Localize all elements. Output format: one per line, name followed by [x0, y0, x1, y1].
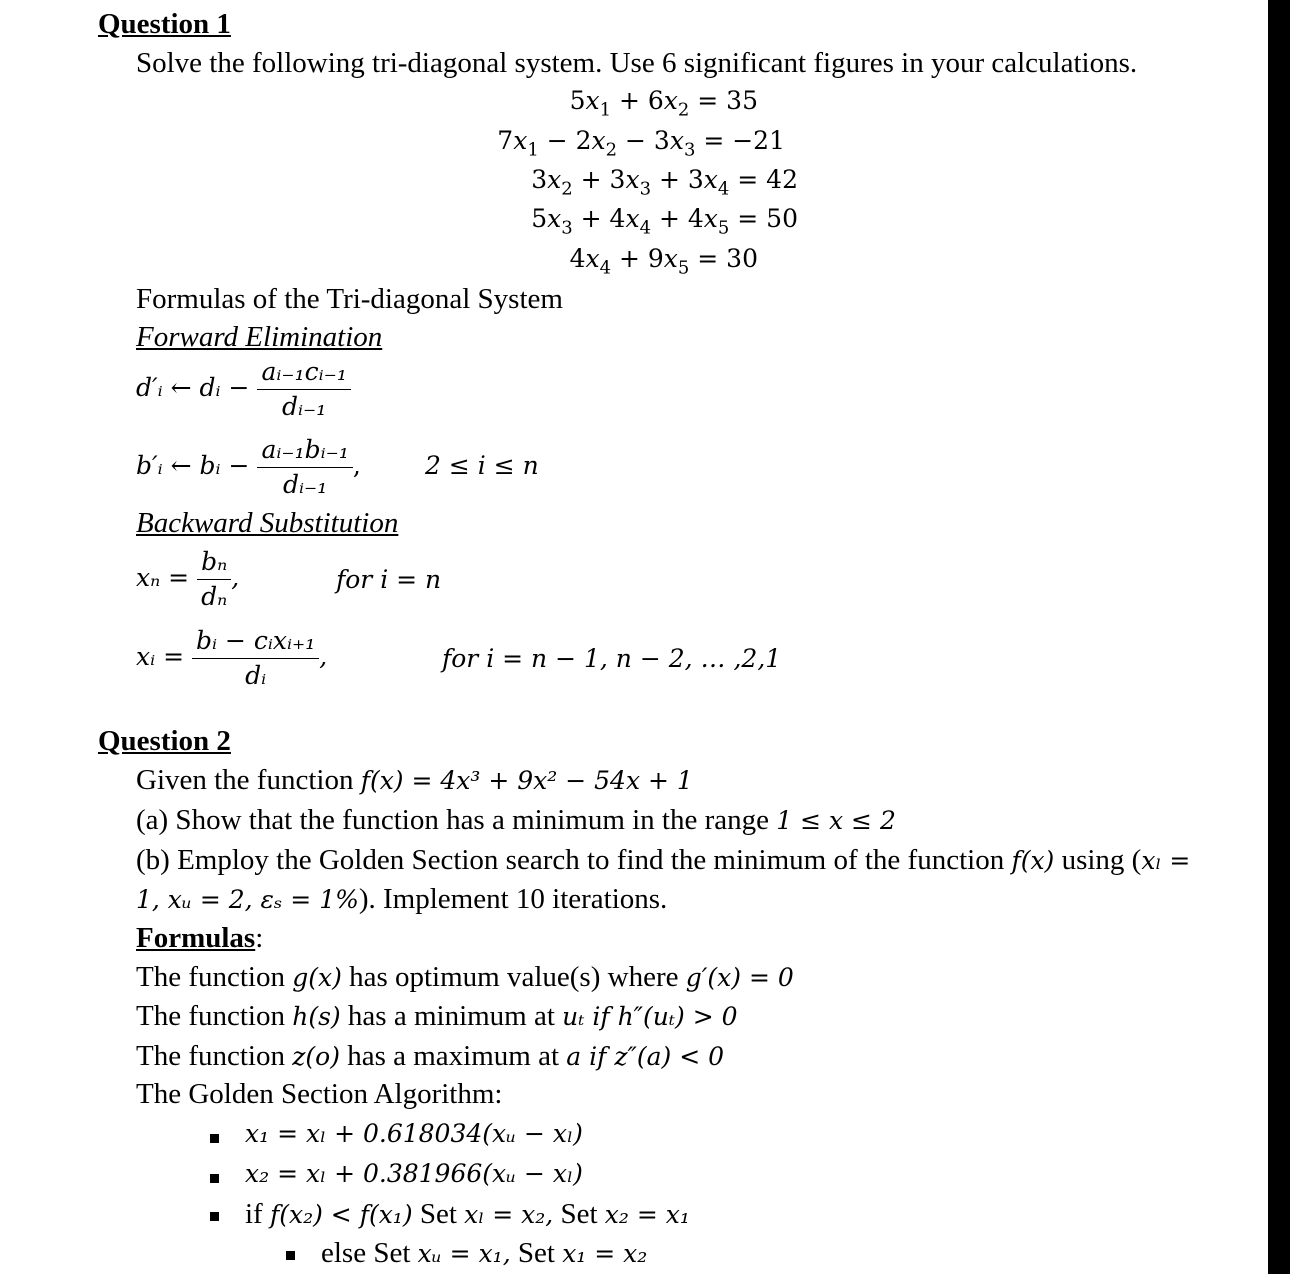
forward-b-formula	[136, 433, 361, 502]
h-text-2: has a minimum at	[340, 1000, 563, 1032]
g-condition: g′(x) = 0	[685, 963, 794, 992]
g-function-line	[136, 960, 794, 994]
step-4-assign-2: x₁ = x₂	[562, 1239, 648, 1268]
coef: 3	[531, 165, 548, 194]
h-condition: uₜ if h″(uₜ) > 0	[562, 1002, 738, 1031]
part-b-line-2	[136, 882, 667, 916]
coef: + 3	[651, 165, 704, 194]
coef: + 3	[572, 165, 626, 194]
step-4-assign-1: xᵤ = x₁,	[417, 1239, 511, 1268]
var: x	[585, 244, 600, 273]
coef: 4	[569, 244, 586, 273]
forward-range: 2 ≤ i ≤ n	[425, 451, 539, 480]
g-text: The function	[136, 961, 293, 993]
coef: + 4	[572, 204, 626, 233]
d-fraction	[257, 355, 350, 424]
part-b-function: f(x)	[1011, 846, 1055, 875]
formulas-label-line	[136, 921, 263, 955]
step-3-set-2: Set	[553, 1198, 605, 1230]
var: x	[663, 244, 678, 273]
z-text-2: has a maximum at	[339, 1040, 567, 1072]
xi-fraction	[192, 624, 319, 693]
xn-numerator: bₙ	[197, 545, 231, 580]
part-b-text: (b) Employ the Golden Section search to find the minimum of the function	[136, 844, 1012, 876]
part-a-range: 1 ≤ x ≤ 2	[776, 806, 896, 835]
step-4-else: else Set	[321, 1237, 418, 1269]
equation-4	[531, 203, 798, 244]
coef: − 3	[617, 126, 670, 155]
subscript: 1	[527, 139, 539, 161]
algorithm-step-1	[210, 1118, 583, 1150]
equation-1	[570, 85, 758, 126]
formulas-colon: :	[255, 922, 264, 954]
part-b-line-1	[136, 843, 1190, 877]
subscript: 4	[599, 257, 612, 279]
g-function: g(x)	[292, 963, 342, 992]
step-1-text: x₁ = xₗ + 0.618034(xᵤ − xₗ)	[245, 1119, 583, 1148]
rhs: = 35	[689, 86, 758, 115]
subscript: 2	[561, 178, 573, 200]
algorithm-step-3	[210, 1197, 690, 1231]
forward-d-formula	[136, 355, 351, 424]
step-3-if: if	[245, 1198, 270, 1230]
h-function-line	[136, 999, 738, 1033]
comma: ,	[352, 451, 361, 480]
comma: ,	[319, 642, 328, 671]
z-condition: a if z″(a) < 0	[566, 1042, 724, 1071]
var: x	[625, 165, 640, 194]
var: x	[547, 204, 562, 233]
bullet-icon	[210, 1134, 219, 1143]
rhs: = 42	[729, 165, 798, 194]
b-fraction	[257, 433, 352, 502]
xn-lhs: xₙ =	[136, 563, 190, 592]
part-b-params: 1, xᵤ = 2, εₛ = 1%	[136, 885, 359, 914]
part-a-line	[136, 803, 896, 837]
part-a-text: (a) Show that the function has a minimum in the range	[136, 804, 777, 836]
question-2-heading: Question 2	[98, 725, 231, 757]
coef: − 2	[538, 126, 592, 155]
b-numerator: aᵢ₋₁bᵢ₋₁	[257, 433, 352, 468]
var: x	[625, 204, 640, 233]
step-3-condition: f(x₂) < f(x₁)	[269, 1200, 413, 1229]
subscript: 3	[639, 178, 652, 200]
comma: ,	[231, 563, 240, 592]
var: x	[663, 86, 678, 115]
d-lhs: d′ᵢ ← dᵢ −	[136, 373, 250, 402]
subscript: 2	[677, 99, 690, 121]
var: x	[585, 86, 600, 115]
step-3-set: Set	[412, 1198, 465, 1230]
var: x	[703, 204, 718, 233]
subscript: 3	[683, 139, 696, 161]
step-3-assign-2: x₂ = x₁	[604, 1200, 690, 1229]
given-prefix: Given the function	[136, 764, 361, 796]
var: x	[591, 126, 606, 155]
subscript: 5	[717, 217, 730, 239]
rhs: = 30	[689, 244, 758, 273]
b-denominator: dᵢ₋₁	[283, 470, 328, 499]
var: x	[703, 165, 718, 194]
given-function-line	[136, 763, 693, 797]
equation-2	[497, 125, 785, 166]
var: x	[669, 126, 684, 155]
backward-xi-formula	[136, 624, 327, 693]
coef: 5	[569, 86, 586, 115]
z-function: z(o)	[292, 1042, 340, 1071]
coef: 7	[497, 126, 514, 155]
coef: + 9	[611, 244, 664, 273]
equation-3	[531, 164, 798, 205]
bullet-icon	[286, 1251, 295, 1260]
subscript: 1	[599, 99, 612, 121]
question-1-prompt: Solve the following tri-diagonal system. Use 6 significant figures in your calculations.	[136, 47, 1138, 79]
algorithm-step-2	[210, 1158, 583, 1190]
rhs: = −21	[695, 126, 785, 155]
h-function: h(s)	[292, 1002, 341, 1031]
step-3-assign-1: xₗ = x₂,	[464, 1200, 554, 1229]
part-b-iterations: ). Implement 10 iterations.	[358, 883, 668, 915]
subscript: 5	[677, 257, 690, 279]
subscript: 4	[717, 178, 730, 200]
backward-xn-formula	[136, 545, 239, 614]
xn-denominator: dₙ	[201, 582, 228, 611]
part-b-using: using (	[1054, 844, 1142, 876]
d-denominator: dᵢ₋₁	[282, 392, 327, 421]
d-numerator: aᵢ₋₁cᵢ₋₁	[257, 355, 350, 390]
backward-xi-condition: for i = n − 1, n − 2, … ,2,1	[442, 644, 782, 673]
backward-substitution-title: Backward Substitution	[136, 507, 399, 539]
formulas-label: Formulas	[136, 922, 256, 954]
bullet-icon	[210, 1174, 219, 1183]
algorithm-title: The Golden Section Algorithm:	[136, 1078, 503, 1110]
algorithm-step-4	[286, 1236, 647, 1270]
coef: + 4	[651, 204, 704, 233]
subscript: 3	[561, 217, 573, 239]
xn-fraction	[197, 545, 231, 614]
step-2-text: x₂ = xₗ + 0.381966(xᵤ − xₗ)	[245, 1159, 583, 1188]
xi-numerator: bᵢ − cᵢxᵢ₊₁	[192, 624, 319, 659]
subscript: 2	[605, 139, 618, 161]
var: x	[513, 126, 528, 155]
forward-elimination-title: Forward Elimination	[136, 321, 383, 353]
xi-lhs: xᵢ =	[136, 642, 185, 671]
h-text: The function	[136, 1000, 293, 1032]
z-function-line	[136, 1039, 724, 1073]
equation-5	[570, 243, 758, 284]
z-text: The function	[136, 1040, 293, 1072]
rhs: = 50	[729, 204, 798, 233]
b-lhs: b′ᵢ ← bᵢ −	[136, 451, 250, 480]
coef: + 6	[611, 86, 664, 115]
coef: 5	[531, 204, 548, 233]
step-4-set: Set	[510, 1237, 563, 1269]
part-b-xl: xₗ =	[1141, 846, 1191, 875]
given-function: f(x) = 4x³ + 9x² − 54x + 1	[360, 766, 693, 795]
xi-denominator: dᵢ	[245, 661, 267, 690]
bullet-icon	[210, 1212, 219, 1221]
subscript: 4	[639, 217, 652, 239]
var: x	[547, 165, 562, 194]
formulas-title: Formulas of the Tri-diagonal System	[136, 283, 563, 315]
backward-xn-condition: for i = n	[336, 565, 442, 594]
g-text-2: has optimum value(s) where	[341, 961, 686, 993]
question-1-heading: Question 1	[98, 8, 231, 40]
